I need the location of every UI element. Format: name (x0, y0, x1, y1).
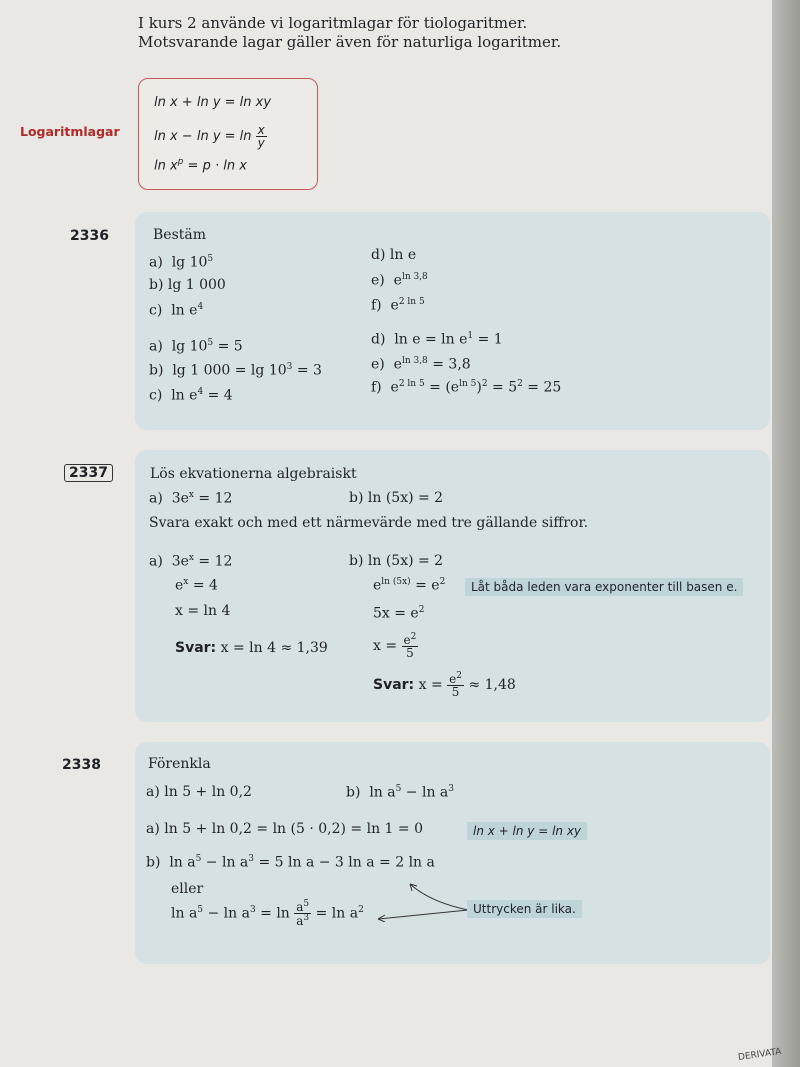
solution-a-step-3: x = ln 4 (175, 603, 231, 619)
solution-a: a) $\lg 10^5 = 5$ (149, 338, 243, 355)
solution-a-answer: Svar: x = ln 4 ≈ 1,39 (175, 640, 328, 656)
laws-box (138, 78, 318, 190)
instruction: Svara exakt och med ett närmevärde med tre gällande siffror. (149, 515, 589, 531)
law-sum: ln x + ln y = ln xy (154, 95, 272, 110)
hint-identical: Uttrycken är lika. (467, 900, 582, 918)
solution-b-line-2: $\ln a^5 - \ln a^3 = \ln$ $\frac{a^5}{a^3}$ = $\ln a^2$ (171, 899, 364, 928)
exercise-number: 2338 (62, 757, 101, 773)
exercise-2337-panel (135, 450, 770, 722)
solution-b-step-2: $e^{ln (5x)} = e^2$ (373, 577, 446, 594)
eller-label: eller (171, 881, 204, 897)
solution-e: e) $e^{ln 3,8} = 3,8$ (371, 356, 471, 373)
task-a: a) $3e^x = 12$ (149, 490, 233, 507)
task-b: b) $\ln a^5 - \ln a^3$ (346, 784, 455, 801)
law-difference: ln x − ln y = ln $\frac{x}{y}$ (154, 123, 265, 150)
task-b: b) ln (5x) = 2 (349, 490, 444, 506)
solution-b-answer: Svar: x = $\frac{e^2}{5}$ ≈ 1,48 (373, 671, 516, 699)
solution-b-step-1: b) ln (5x) = 2 (349, 553, 444, 569)
hint-log-law: ln x + ln y = ln xy (467, 822, 587, 840)
solution-d: d) $\ln e = \ln e^1 = 1$ (371, 331, 503, 348)
solution-b-step-4: x = $\frac{e^2}{5}$ (373, 632, 417, 660)
footer-label: DERIVATA (737, 1047, 783, 1063)
exercise-title: Förenkla (148, 756, 211, 772)
intro-line-1: I kurs 2 använde vi logaritmlagar för tiologaritmer. (138, 14, 528, 32)
exercise-number: 2336 (70, 228, 109, 244)
exercise-title: Bestäm (153, 227, 207, 243)
laws-label: Logaritmlagar (20, 124, 120, 139)
exercise-2336-panel (135, 212, 770, 430)
exercise-2338-panel (135, 742, 770, 964)
hint-exponents: Låt båda leden vara exponenter till basen e. (465, 578, 743, 596)
exercise-number: 2337 (64, 464, 113, 482)
solution-c: c) $\ln e^4 = 4$ (149, 387, 233, 404)
task-a: a) ln 5 + ln 0,2 (146, 784, 252, 800)
task-e: e) $e^{ln 3,8}$ (371, 272, 428, 289)
solution-b-step-3: $5x = e^2$ (373, 605, 425, 622)
task-b: b) lg 1 000 (149, 277, 226, 293)
solution-a-step-1: a) $3e^x = 12$ (149, 553, 233, 570)
intro-line-2: Motsvarande lagar gäller även för naturliga logaritmer. (138, 33, 562, 51)
page-edge (772, 0, 800, 1067)
solution-a: a) ln 5 + ln 0,2 = ln (5 · 0,2) = ln 1 = 0 (146, 821, 423, 837)
law-power: $\ln x^p = p \cdot \ln x$ (154, 157, 247, 174)
intro-text (138, 14, 561, 52)
solution-a-step-2: $e^x = 4$ (175, 577, 218, 594)
pointer-arrows (370, 872, 470, 922)
task-f: f) $e^{2 ln 5}$ (371, 297, 425, 314)
task-c: c) $\ln e^4$ (149, 302, 204, 319)
task-a: a) $\lg 10^5$ (149, 254, 214, 271)
task-d: d) ln e (371, 247, 417, 263)
solution-b-line-1: b) $\ln a^5 - \ln a^3 = 5$ ln a − 3 ln a = 2 ln a (146, 854, 435, 871)
exercise-title: Lös ekvationerna algebraiskt (150, 466, 357, 482)
solution-b: b) lg 1 $000 = \lg 10^3 = 3$ (149, 362, 322, 379)
solution-f: f) $e^{2 ln 5} = (e^{ln 5})^2 = 5^2 = 25$ (371, 379, 562, 396)
